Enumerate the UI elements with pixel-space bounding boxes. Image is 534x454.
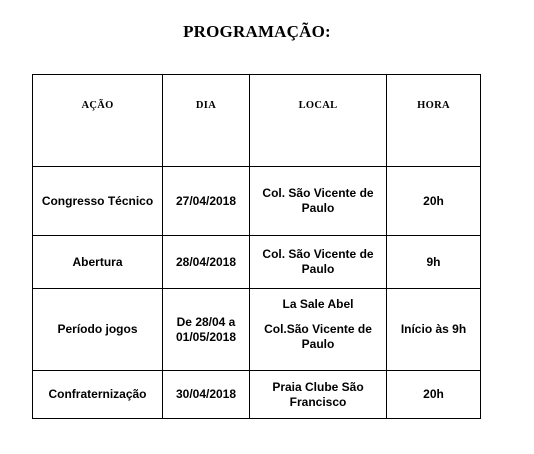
header-hora: HORA (387, 75, 481, 167)
table-row (33, 289, 481, 371)
cell-acao: Período jogos (33, 289, 163, 371)
cell-hora: 20h (387, 371, 481, 419)
header-dia: DIA (163, 75, 250, 167)
cell-dia: De 28/04 a 01/05/2018 (163, 289, 250, 371)
cell-hora: 9h (387, 236, 481, 289)
local-line: La Sale Abel (282, 297, 354, 311)
local-line: Col.São Vicente de Paulo (264, 322, 372, 351)
header-local: LOCAL (250, 75, 387, 167)
header-acao: AÇÃO (33, 75, 163, 167)
table-header-row (33, 75, 481, 167)
table-row (33, 236, 481, 289)
cell-acao: Congresso Técnico (33, 167, 163, 236)
schedule-table (32, 74, 481, 419)
cell-acao: Confraternização (33, 371, 163, 419)
cell-hora: Início às 9h (387, 289, 481, 371)
cell-dia: 28/04/2018 (163, 236, 250, 289)
page-title: PROGRAMAÇÃO: (183, 22, 331, 41)
cell-dia: 27/04/2018 (163, 167, 250, 236)
table-row (33, 371, 481, 419)
cell-local: Col. São Vicente de Paulo (250, 236, 387, 289)
cell-local: Col. São Vicente de Paulo (250, 167, 387, 236)
table-row (33, 167, 481, 236)
cell-hora: 20h (387, 167, 481, 236)
cell-local: Praia Clube São Francisco (250, 371, 387, 419)
cell-local (250, 289, 387, 371)
cell-acao: Abertura (33, 236, 163, 289)
cell-dia: 30/04/2018 (163, 371, 250, 419)
